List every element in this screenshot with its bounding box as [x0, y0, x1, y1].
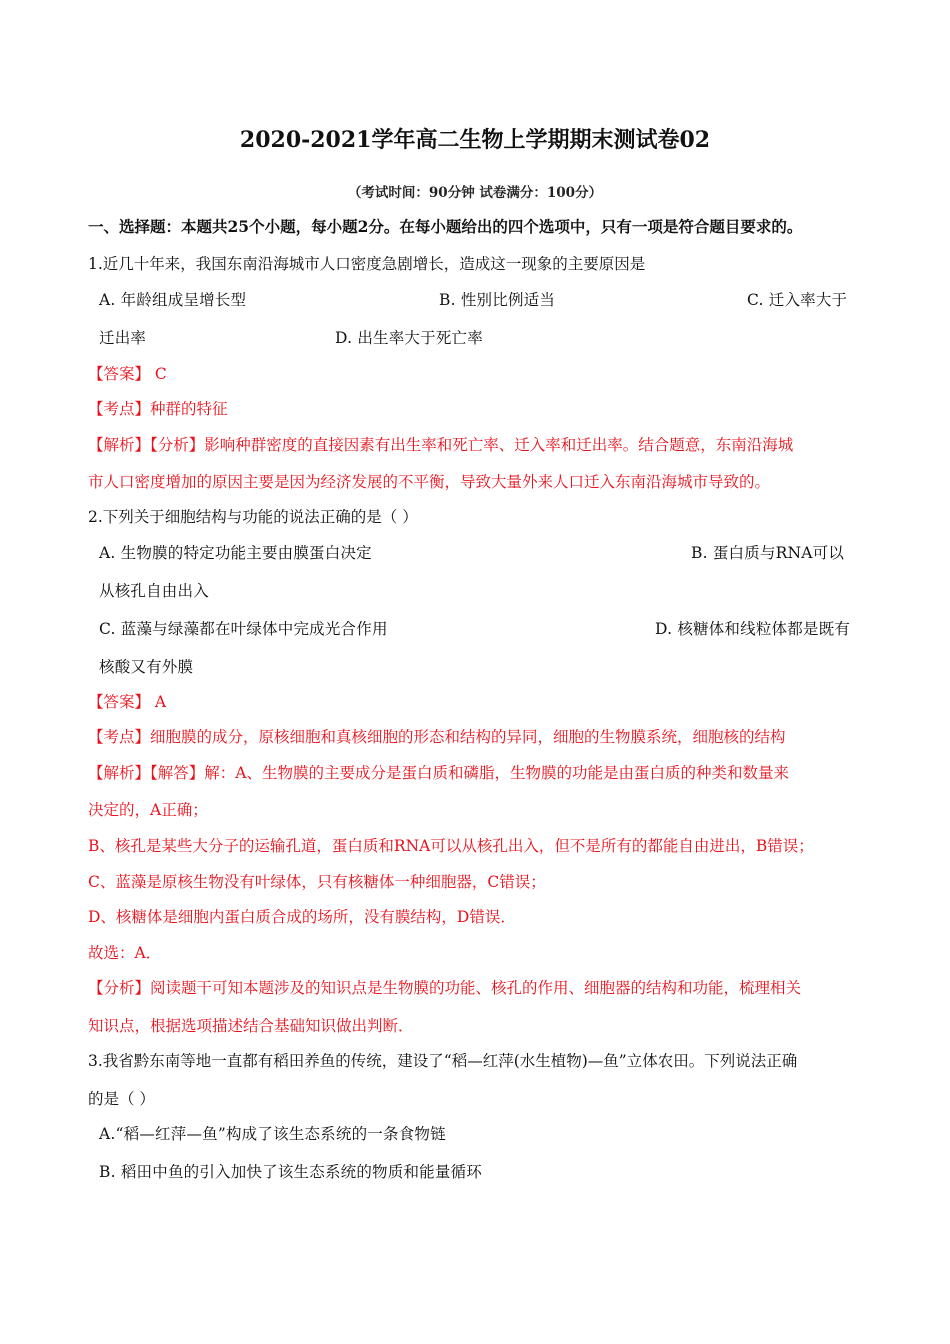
- q1-analysis-1: 【解析】【分析】影响种群密度的直接因素有出生率和死亡率、迁入率和迁出率。结合题意，东南沿海城: [88, 436, 794, 454]
- q3-stem-1: 3.我省黔东南等地一直都有稻田养鱼的传统，建设了“稻—红萍(水生植物)—鱼”立体农田。下列说法正确: [88, 1052, 798, 1070]
- q2-option-b-cont: 从核孔自由出入: [99, 582, 209, 600]
- q1-option-c: C. 迁入率大于: [747, 291, 848, 309]
- q2-option-a: A. 生物膜的特定功能主要由膜蛋白决定: [99, 544, 372, 562]
- q1-analysis-2: 市人口密度增加的原因主要是因为经济发展的不平衡，导致大量外来人口迁入东南沿海城市导致的。: [88, 473, 771, 491]
- exam-info: （考试时间：90分钟 试卷满分：100分）: [347, 185, 603, 201]
- q1-stem: 1.近几十年来，我国东南沿海城市人口密度急剧增长，造成这一现象的主要原因是: [88, 255, 646, 273]
- q3-option-a: A.“稻—红萍—鱼”构成了该生态系统的一条食物链: [99, 1125, 446, 1143]
- section-heading: 一、选择题：本题共25个小题，每小题2分。在每小题给出的四个选项中，只有一项是符合题目要求的。: [88, 217, 803, 236]
- q3-option-b: B. 稻田中鱼的引入加快了该生态系统的物质和能量循环: [99, 1163, 482, 1181]
- q2-option-c: C. 蓝藻与绿藻都在叶绿体中完成光合作用: [99, 620, 388, 638]
- q2-option-d: D. 核糖体和线粒体都是既有: [655, 620, 851, 638]
- q1-option-c-cont: 迁出率: [99, 329, 147, 347]
- q2-stem: 2.下列关于细胞结构与功能的说法正确的是（ ）: [88, 508, 418, 526]
- q2-extra-2: 知识点，根据选项描述结合基础知识做出判断．: [88, 1017, 414, 1035]
- q1-option-d: D. 出生率大于死亡率: [335, 329, 483, 347]
- page-title: 2020-2021学年高二生物上学期期末测试卷02: [239, 127, 711, 153]
- q2-analysis-c: C、蓝藻是原核生物没有叶绿体，只有核糖体一种细胞器，C错误；: [88, 873, 546, 891]
- q2-choice: 故选：A．: [88, 944, 162, 962]
- q2-option-b: B. 蛋白质与RNA可以: [691, 544, 845, 562]
- q2-analysis-2: 决定的，A正确；: [88, 801, 208, 819]
- q2-analysis-1: 【解析】【解答】解：A、生物膜的主要成分是蛋白质和磷脂，生物膜的功能是由蛋白质的种类和数量来: [88, 764, 789, 782]
- q2-analysis-b: B、核孔是某些大分子的运输孔道，蛋白质和RNA可以从核孔出入，但不是所有的都能自由进出，B错误；: [88, 837, 814, 855]
- q2-point: 【考点】细胞膜的成分，原核细胞和真核细胞的形态和结构的异同，细胞的生物膜系统，细胞核的结构: [88, 728, 786, 746]
- q2-extra-1: 【分析】阅读题干可知本题涉及的知识点是生物膜的功能、核孔的作用、细胞器的结构和功能，梳理相关: [88, 979, 802, 997]
- q1-answer: 【答案】 C: [88, 365, 167, 383]
- q2-answer: 【答案】 A: [88, 693, 167, 711]
- q1-option-b: B. 性别比例适当: [439, 291, 556, 309]
- q1-point: 【考点】种群的特征: [88, 400, 228, 418]
- q2-option-d-cont: 核酸又有外膜: [99, 658, 194, 676]
- q3-stem-2: 的是（ ）: [88, 1090, 155, 1108]
- q2-analysis-d: D、核糖体是细胞内蛋白质合成的场所，没有膜结构，D错误．: [88, 908, 516, 926]
- q1-option-a: A. 年龄组成呈增长型: [99, 291, 247, 309]
